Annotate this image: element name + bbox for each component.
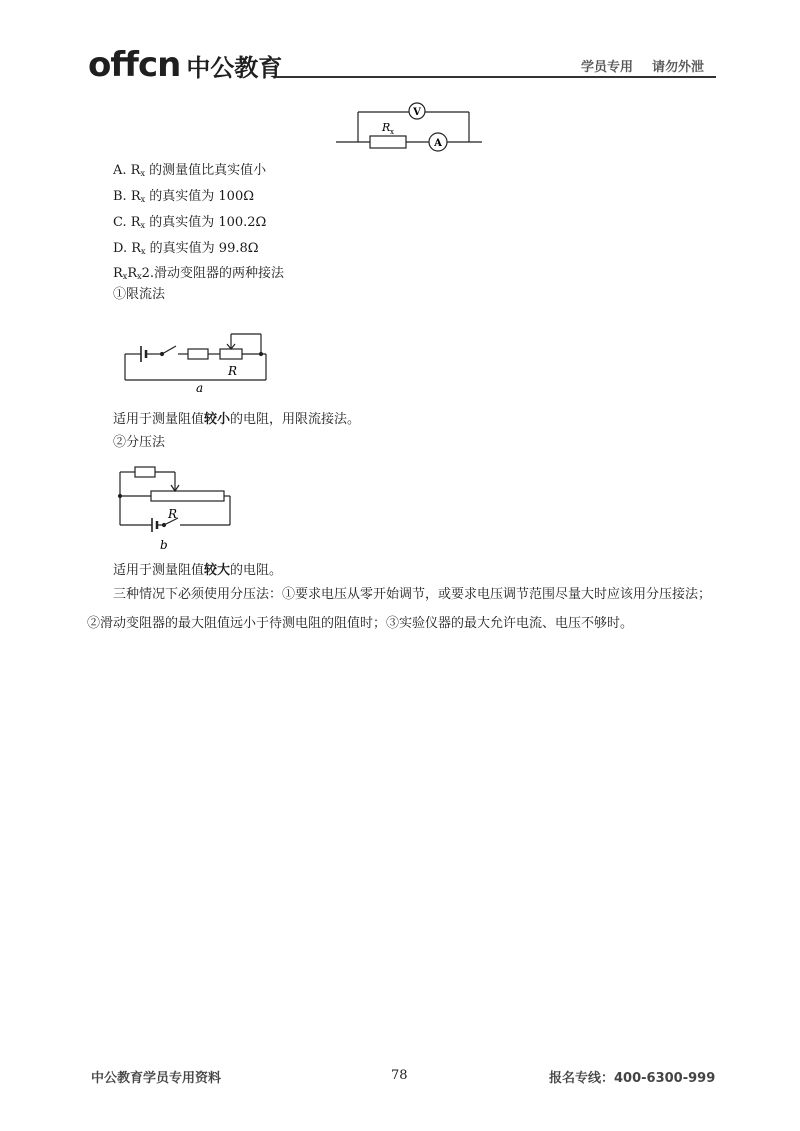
divider-circuit-caption: b <box>160 538 168 552</box>
section-r2: R <box>127 266 138 281</box>
option-d-text: 的真实值为 99.8Ω <box>149 241 259 256</box>
section-r1-sub: x <box>122 272 128 281</box>
limit-method-description <box>113 412 360 428</box>
footer-left: 中公教育学员专用资料 <box>91 1071 222 1086</box>
option-c-text: 的真实值为 100.2Ω <box>149 215 267 230</box>
limit-desc-bold: 较小 <box>204 412 231 427</box>
section-title <box>113 266 284 285</box>
header-tag-students-only: 学员专用 <box>581 60 634 75</box>
limiting-circuit-caption: a <box>196 381 204 395</box>
section-r2-sub: x <box>137 272 142 281</box>
option-d <box>113 241 259 260</box>
divider-desc-after: 的电阻。 <box>230 563 283 578</box>
option-a-sub: x <box>140 169 145 178</box>
option-b-prefix: B. R <box>113 189 141 204</box>
section-r1: R <box>113 266 123 281</box>
divider-method-description <box>113 563 282 579</box>
footer-hotline: 报名专线：400-6300-999 <box>549 1071 716 1086</box>
option-d-prefix: D. R <box>113 241 142 256</box>
option-a <box>113 163 266 182</box>
limit-desc-after: 的电阻，用限流接法。 <box>230 412 361 427</box>
logo-chinese: 中公教育 <box>186 54 283 82</box>
divider-rheostat-label: R <box>168 507 178 521</box>
voltmeter-label: V <box>413 107 421 118</box>
rx-subscript: x <box>390 128 394 136</box>
option-a-text: 的测量值比真实值小 <box>149 163 267 178</box>
limit-desc-before: 适用于测量阻值 <box>113 412 205 427</box>
divider-desc-before: 适用于测量阻值 <box>113 563 205 578</box>
limiting-circuit <box>118 328 278 396</box>
option-b <box>113 189 254 208</box>
rx-label: R <box>382 121 391 134</box>
option-c <box>113 215 266 234</box>
divider-circuit <box>116 461 242 553</box>
ammeter-label: A <box>434 138 442 149</box>
header-rule <box>276 76 716 78</box>
divider-conditions-paragraph: 三种情况下必须使用分压法：①要求电压从零开始调节，或要求电压调节范围尽量大时应该用分压接法；②滑动变阻器的最大阻值远小于待测电阻的阻值时；③实验仪器的最大允许电流、电压不够时。 <box>87 587 712 631</box>
voltmeter-ammeter-circuit <box>330 96 490 158</box>
option-c-prefix: C. R <box>113 215 141 230</box>
limiting-rheostat-label: R <box>228 364 238 378</box>
option-d-sub: x <box>141 247 146 256</box>
section-title-text: 2.滑动变阻器的两种接法 <box>141 266 285 281</box>
header-tag-do-not-leak: 请勿外泄 <box>652 60 705 75</box>
limit-method-heading: ①限流法 <box>113 287 166 302</box>
divider-desc-bold: 较大 <box>204 563 231 578</box>
page-number: 78 <box>391 1068 408 1083</box>
offcn-logo <box>88 38 283 85</box>
divider-method-heading: ②分压法 <box>113 435 166 450</box>
option-c-sub: x <box>140 221 146 230</box>
option-b-text: 的真实值为 100Ω <box>149 189 254 204</box>
logo-latin: offcn <box>88 45 181 85</box>
option-a-prefix: A. R <box>113 163 141 178</box>
option-b-sub: x <box>140 195 146 204</box>
